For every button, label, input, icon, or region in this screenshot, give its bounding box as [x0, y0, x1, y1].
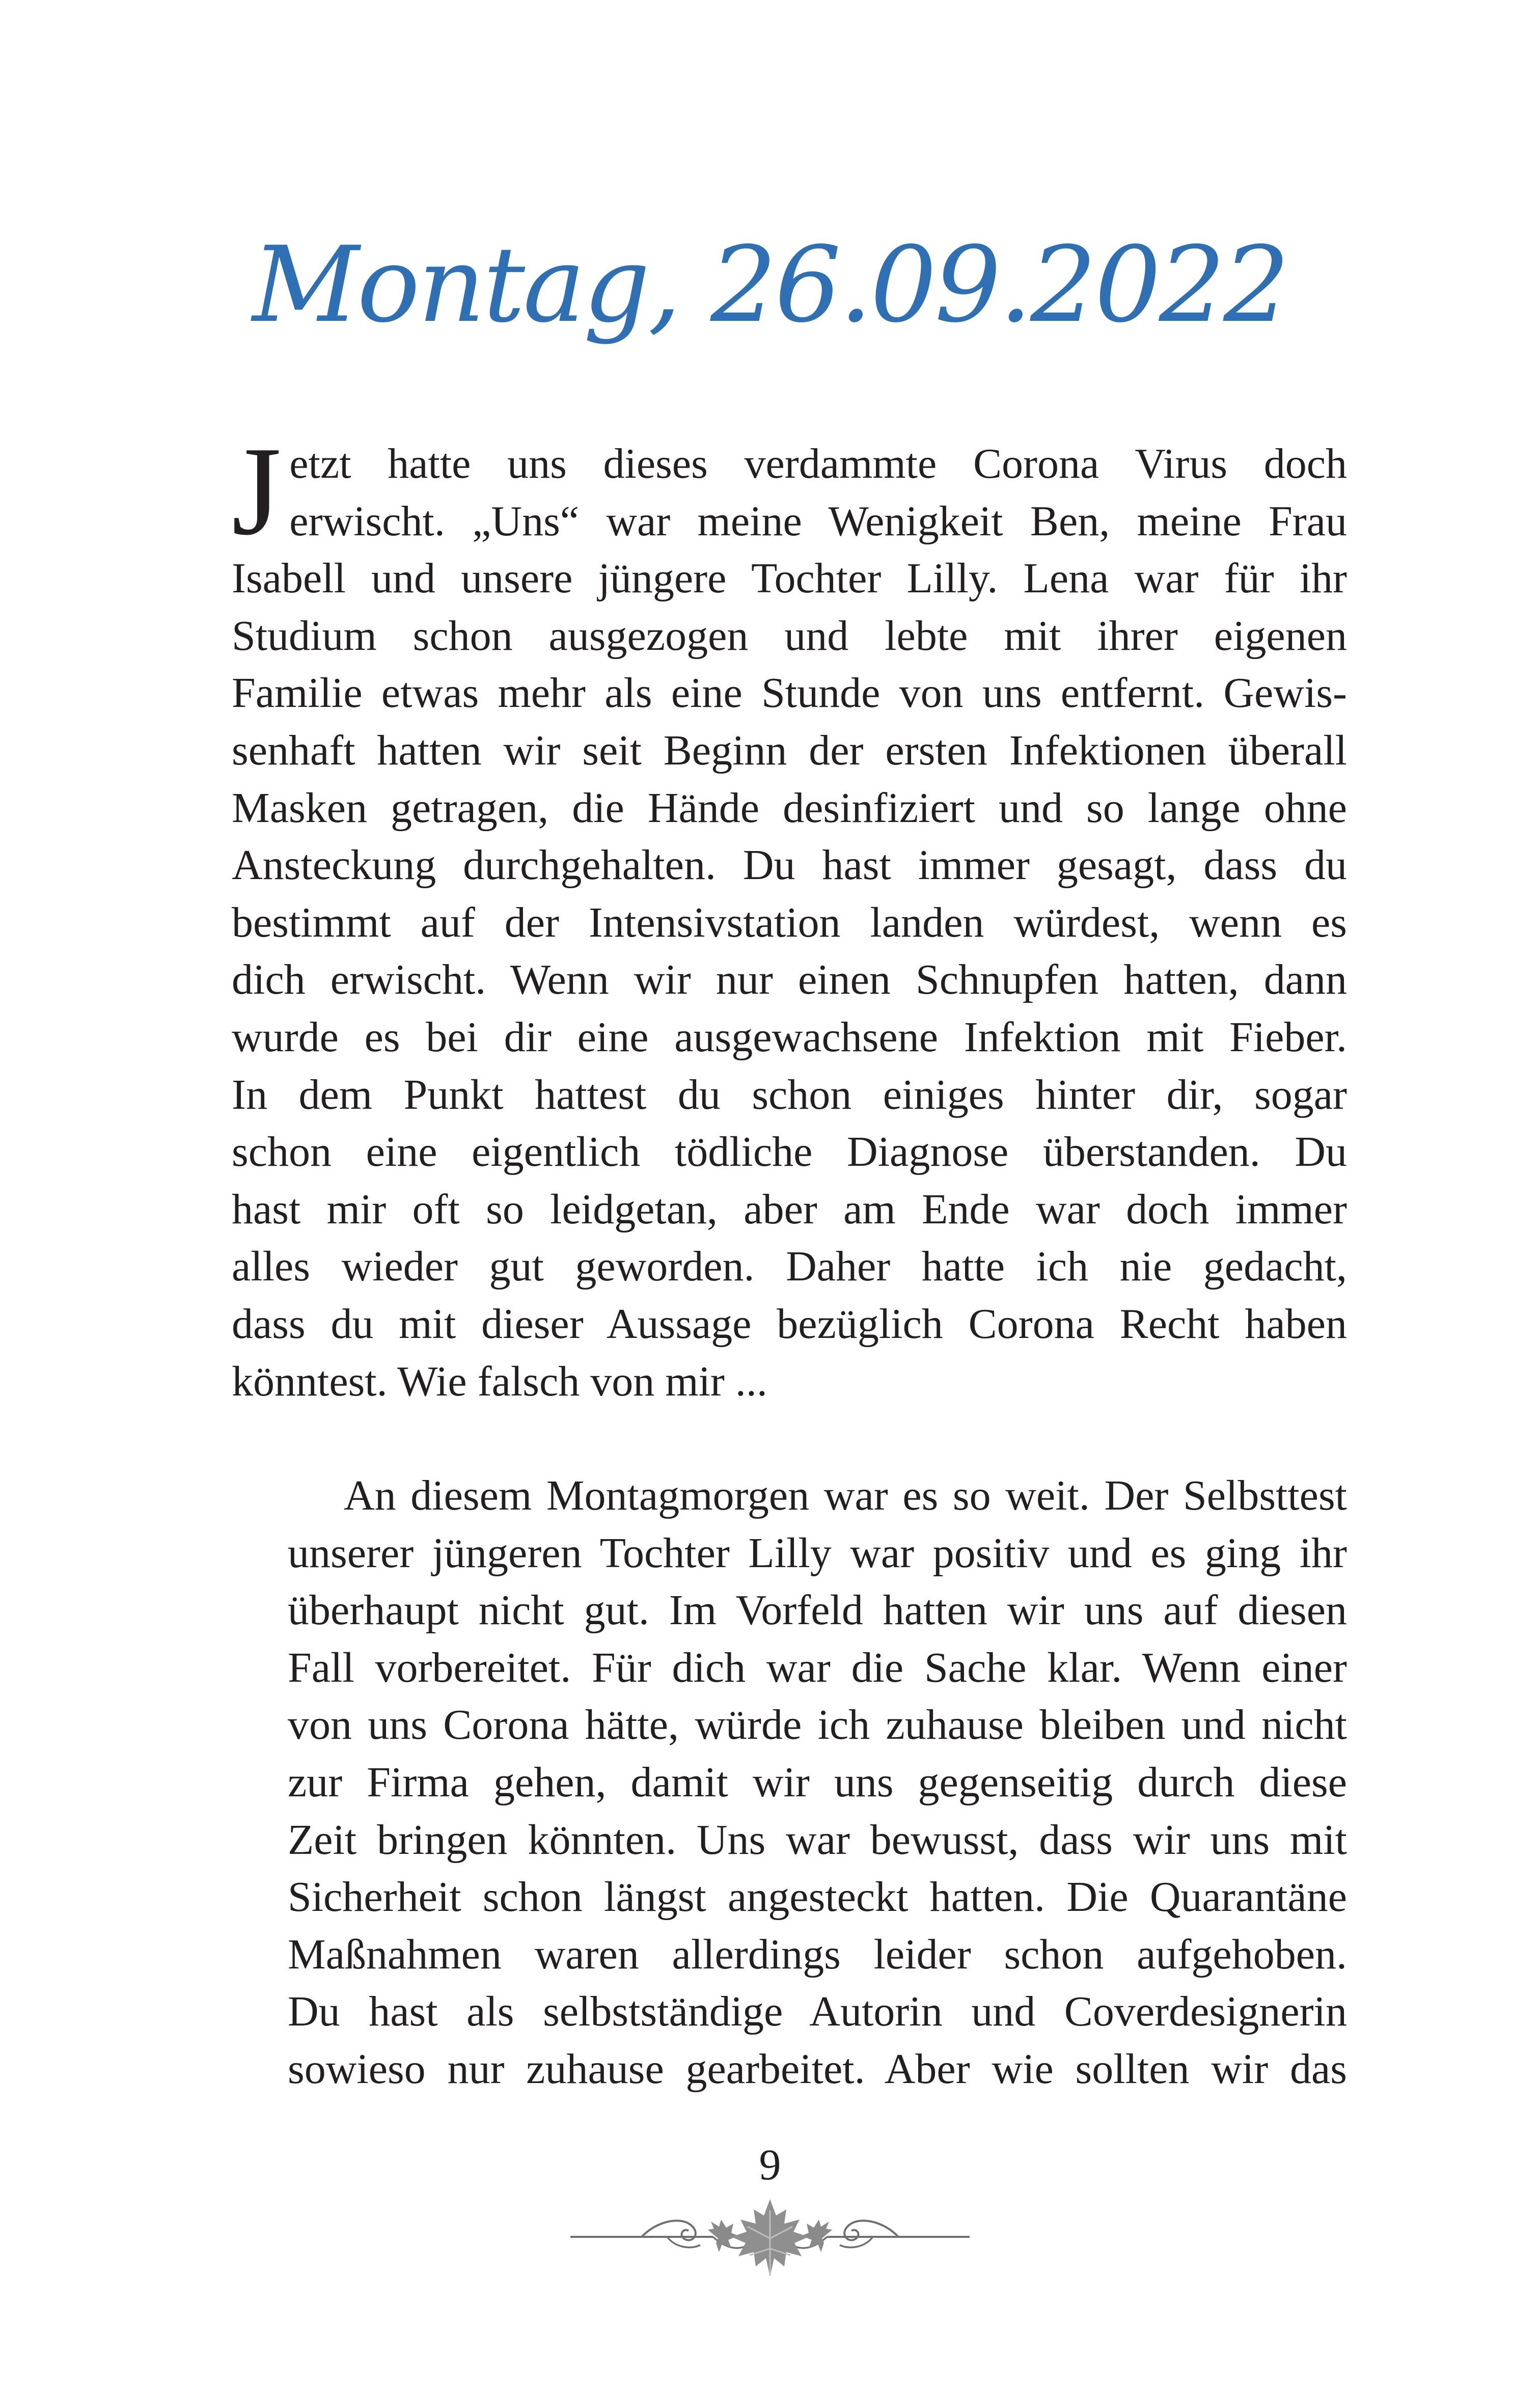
drop-cap: J	[232, 421, 282, 562]
text-line: etzt hatte uns dieses verdammte Corona Virus doch	[289, 440, 1347, 487]
text-line: Ansteckung durchgehalten. Du hast immer gesagt, dass du	[232, 841, 1347, 889]
leaf-vine-ornament-icon	[560, 2190, 980, 2282]
text-line: hast mir oft so leidgetan, aber am Ende war doch immer	[232, 1185, 1347, 1233]
text-line: Sicherheit schon längst angesteckt hatten. Die Quarantäne	[288, 1873, 1347, 1921]
paragraph-2	[232, 1467, 1347, 2098]
text-line: Familie etwas mehr als eine Stunde von uns entfernt. Gewis-	[232, 669, 1347, 717]
text-line: sowieso nur zuhause gearbeitet. Aber wie sollten wir das	[288, 2045, 1347, 2093]
text-line: zur Firma gehen, damit wir uns gegenseitig durch diese	[288, 1759, 1347, 1806]
text-line: Fall vorbereitet. Für dich war die Sache klar. Wenn einer	[288, 1644, 1347, 1691]
text-line: Masken getragen, die Hände desinfiziert und so lange ohne	[232, 784, 1347, 832]
text-line: bestimmt auf der Intensivstation landen würdest, wenn es	[232, 898, 1347, 946]
text-line: alles wieder gut geworden. Daher hatte ich nie gedacht,	[232, 1243, 1347, 1291]
text-line: Maßnahmen waren allerdings leider schon aufgehoben.	[288, 1930, 1347, 1978]
page-number: 9	[759, 2140, 781, 2189]
text-line: von uns Corona hätte, würde ich zuhause bleiben und nicht	[288, 1701, 1347, 1749]
text-line: wurde es bei dir eine ausgewachsene Infektion mit Fieber.	[232, 1013, 1347, 1061]
text-line: An diesem Montagmorgen war es so weit. Der Selbsttest	[344, 1472, 1347, 1520]
text-line: könntest. Wie falsch von mir ...	[232, 1357, 767, 1405]
text-line: unserer jüngeren Tochter Lilly war positiv und es ging ihr	[288, 1529, 1347, 1577]
text-line: überhaupt nicht gut. Im Vorfeld hatten wir uns auf diesen	[288, 1586, 1347, 1634]
text-line: dass du mit dieser Aussage bezüglich Corona Recht haben	[232, 1300, 1347, 1348]
text-line: senhaft hatten wir seit Beginn der ersten Infektionen überall	[232, 726, 1347, 774]
text-line: schon eine eigentlich tödliche Diagnose überstanden. Du	[232, 1128, 1347, 1176]
text-line: In dem Punkt hattest du schon einiges hinter dir, sogar	[232, 1071, 1347, 1118]
paragraph-1	[232, 421, 1347, 1410]
chapter-title: Montag, 26.09.2022	[252, 225, 1288, 346]
text-line: dich erwischt. Wenn wir nur einen Schnupfen hatten, dann	[232, 956, 1347, 1004]
text-line: Studium schon ausgezogen und lebte mit ihrer eigenen	[232, 612, 1347, 660]
text-line: Isabell und unsere jüngere Tochter Lilly. Lena war für ihr	[232, 555, 1347, 603]
text-line: Du hast als selbstständige Autorin und Coverdesignerin	[288, 1988, 1347, 2036]
body-text	[232, 421, 1347, 2098]
text-line: Zeit bringen könnten. Uns war bewusst, dass wir uns mit	[288, 1816, 1347, 1864]
text-line: erwischt. „Uns“ war meine Wenigkeit Ben, meine Frau	[289, 497, 1347, 545]
